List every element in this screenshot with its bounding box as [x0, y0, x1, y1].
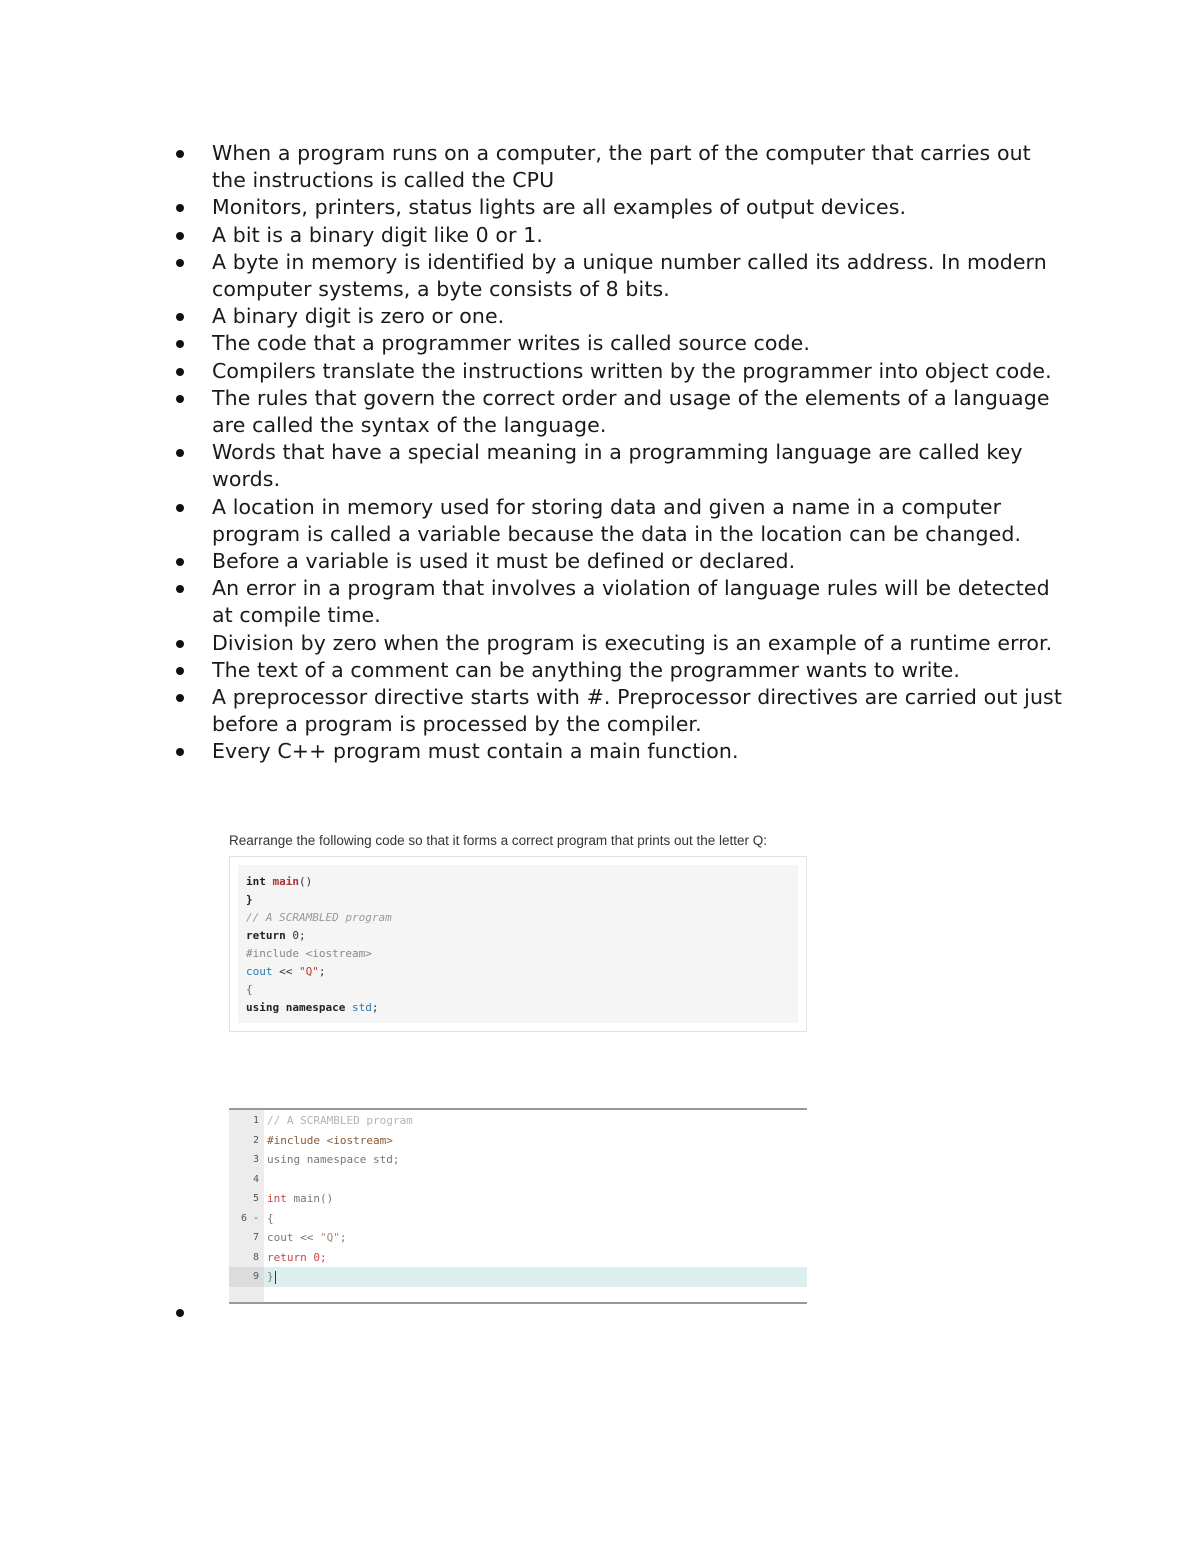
bullet-icon: [176, 667, 184, 675]
bullet-icon: [176, 585, 184, 593]
list-item: Compilers translate the instructions written by the programmer into object code.: [0, 358, 1200, 385]
editor-line[interactable]: 6 - {: [240, 1211, 274, 1225]
list-item: A location in memory used for storing data and given a name in a computer program is called a variable because the data in the location can be changed.: [0, 494, 1200, 548]
list-item: A bit is a binary digit like 0 or 1.: [0, 222, 1200, 249]
bullet-icon: [176, 204, 184, 212]
code-line: using namespace std;: [246, 1001, 379, 1014]
bullet-icon: [176, 640, 184, 648]
bullet-icon: [176, 232, 184, 240]
bullet-icon: [176, 558, 184, 566]
bullet-icon: [176, 1309, 184, 1317]
list-item: Division by zero when the program is executing is an example of a runtime error.: [0, 630, 1200, 657]
list-item: The rules that govern the correct order and usage of the elements of a language are called the syntax of the language.: [0, 385, 1200, 439]
code-line: }: [246, 893, 253, 906]
bullet-icon: [176, 150, 184, 158]
editor-line-active[interactable]: 9 }: [229, 1267, 807, 1287]
editor-line[interactable]: 1 // A SCRAMBLED program: [252, 1114, 413, 1127]
code-line: #include <iostream>: [246, 947, 372, 960]
bullet-icon: [176, 259, 184, 267]
scrambled-code-block: [238, 865, 798, 1023]
list-item: A byte in memory is identified by a unique number called its address. In modern computer systems, a byte consists of 8 bits.: [0, 249, 1200, 303]
editor-line[interactable]: 8 return 0;: [252, 1250, 327, 1264]
code-line: // A SCRAMBLED program: [246, 911, 392, 924]
editor-lines: [229, 1111, 807, 1287]
code-editor[interactable]: [229, 1108, 807, 1304]
list-item: Every C++ program must contain a main function.: [0, 738, 1200, 765]
bullet-icon: [176, 504, 184, 512]
list-item: Before a variable is used it must be defined or declared.: [0, 548, 1200, 575]
scrambled-code-question: [229, 832, 807, 1032]
code-line: {: [246, 983, 253, 996]
list-item: An error in a program that involves a violation of language rules will be detected at compile time.: [0, 575, 1200, 629]
list-item: The code that a programmer writes is called source code.: [0, 330, 1200, 357]
notes-list: [0, 140, 1200, 766]
list-item: Words that have a special meaning in a programming language are called key words.: [0, 439, 1200, 493]
editor-line[interactable]: 5 int main(): [252, 1192, 334, 1205]
code-line: return 0;: [246, 929, 306, 942]
bullet-icon: [176, 748, 184, 756]
code-line: cout << "Q";: [246, 965, 326, 978]
code-panel: [229, 856, 807, 1032]
editor-line[interactable]: 4: [252, 1173, 259, 1185]
bullet-icon: [176, 449, 184, 457]
question-caption: Rearrange the following code so that it forms a correct program that prints out the letter Q:: [229, 833, 768, 848]
list-item: A binary digit is zero or one.: [0, 303, 1200, 330]
list-item: When a program runs on a computer, the part of the computer that carries out the instructions is called the CPU: [0, 140, 1200, 194]
editor-line[interactable]: 2 #include <iostream>: [252, 1133, 393, 1147]
bullet-icon: [176, 694, 184, 702]
editor-line[interactable]: 3 using namespace std;: [252, 1153, 400, 1166]
bullet-icon: [176, 368, 184, 376]
bullet-icon: [176, 395, 184, 403]
bullet-icon: [176, 313, 184, 321]
code-line: int main(): [246, 875, 313, 888]
editor-line[interactable]: 7 cout << "Q";: [252, 1231, 347, 1244]
bullet-icon: [176, 340, 184, 348]
text-cursor: [275, 1271, 276, 1284]
list-item: Monitors, printers, status lights are all examples of output devices.: [0, 194, 1200, 221]
list-item: The text of a comment can be anything the programmer wants to write.: [0, 657, 1200, 684]
list-item: A preprocessor directive starts with #. Preprocessor directives are carried out just before a program is processed by the compiler.: [0, 684, 1200, 738]
